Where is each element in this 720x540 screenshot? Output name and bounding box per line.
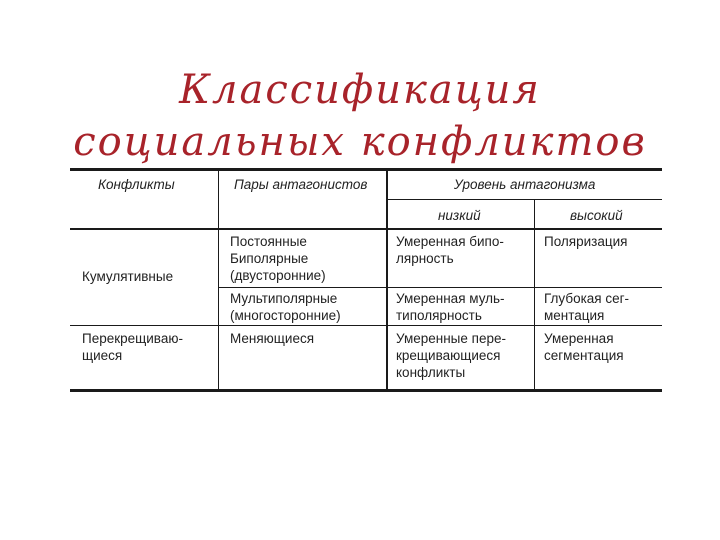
high-level-3: Умеренная сегментация: [544, 331, 624, 363]
header-conflicts: Конфликты: [98, 177, 175, 192]
table-bottom-border: [70, 389, 662, 392]
column-divider-1: [218, 168, 219, 392]
header-high: высокий: [570, 208, 623, 223]
pair-changing: Меняющиеся: [230, 331, 315, 346]
column-divider-3: [534, 199, 535, 392]
row-divider-1: [218, 287, 662, 288]
classification-table: [70, 168, 662, 392]
column-divider-2: [386, 168, 388, 392]
high-level-2: Глубокая сег- ментация: [544, 291, 630, 323]
header-pairs: Пары антагонистов: [234, 177, 368, 192]
row-divider-2: [70, 325, 662, 326]
page-title-line-2: социальных конфликтов: [73, 119, 647, 165]
high-level-1: Поляризация: [544, 234, 628, 249]
table-top-border: [70, 168, 662, 171]
low-level-1: Умеренная бипо- лярность: [396, 234, 504, 266]
header-low: низкий: [438, 208, 481, 223]
page-title-line-1: Классификация: [179, 67, 541, 113]
header-bottom-border: [70, 228, 662, 230]
conflict-cumulative: Кумулятивные: [82, 269, 174, 284]
level-header-divider: [386, 199, 662, 200]
low-level-3: Умеренные пере- крещивающиеся конфликты: [396, 331, 506, 380]
conflict-crossing: Перекрещиваю- щиеся: [82, 331, 183, 363]
pair-permanent: Постоянные Биполярные (двусторонние): [230, 234, 326, 283]
header-level: Уровень антагонизма: [454, 177, 596, 192]
low-level-2: Умеренная муль- типолярность: [396, 291, 505, 323]
pair-multipolar: Мультиполярные (многосторонние): [230, 291, 341, 323]
